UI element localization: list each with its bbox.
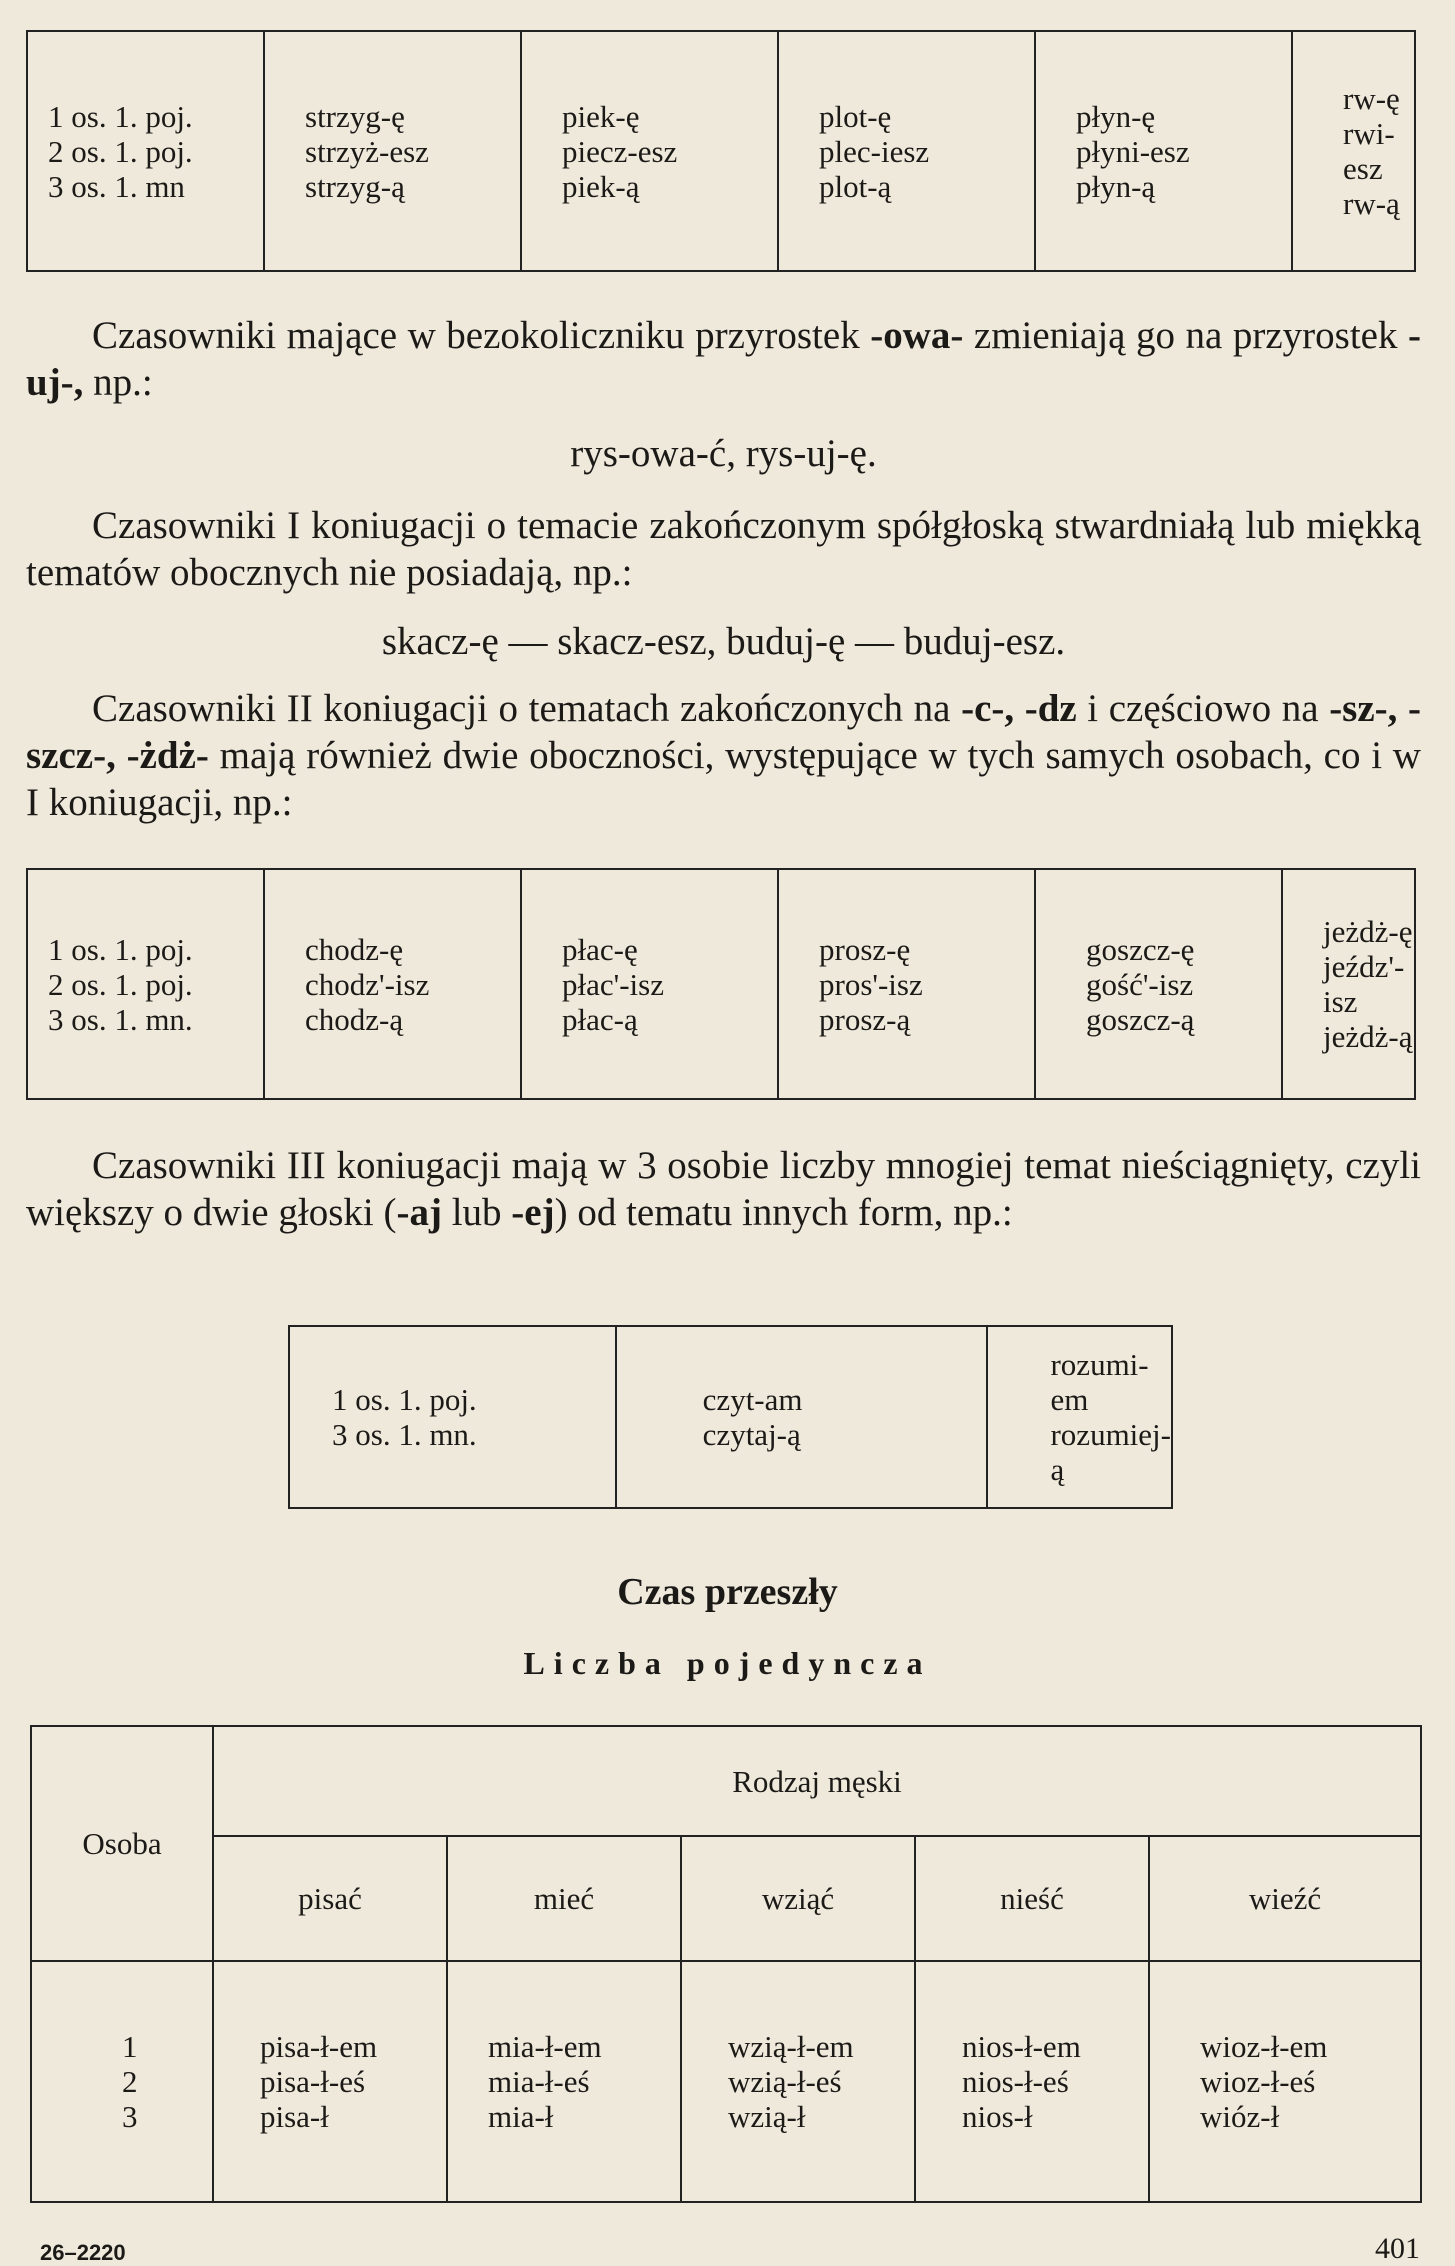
text-span: Czasowniki III koniugacji mają w 3 osobie liczby mnogiej temat nieściągnięty, czyli większy o dwie głoski ( [26, 1144, 1421, 1234]
verb-header: wieźć [1149, 1836, 1421, 1961]
person-label: 2 os. 1. poj. [48, 966, 193, 1002]
verb-form: plec-iesz [819, 133, 930, 169]
verb-column [1292, 31, 1415, 271]
verb-form: jeźdz'-isz [1323, 949, 1405, 1019]
verb-column [521, 31, 778, 271]
bold-suffix: -owa- [870, 314, 964, 357]
conjugation-table-3 [288, 1325, 1173, 1509]
verb-form: rwi-esz [1343, 116, 1395, 186]
verb-form: rw-ę [1343, 81, 1400, 116]
text-span: i częściowo na [1076, 687, 1330, 730]
person-label: 1 os. 1. poj. [48, 931, 193, 967]
verb-column [447, 1961, 681, 2202]
past-tense-table [30, 1725, 1422, 2203]
verb-form: piecz-esz [562, 133, 678, 169]
bold-suffix: -uj-, [26, 314, 1421, 404]
verb-form: płac-ą [562, 1001, 638, 1037]
verb-form: plot-ę [819, 98, 892, 134]
example-line: skacz-ę — skacz-esz, buduj-ę — buduj-esz. [381, 620, 1066, 663]
verb-form: chodz-ą [305, 1001, 404, 1037]
group-header: Rodzaj męski [213, 1726, 1421, 1836]
persons-cell [289, 1326, 616, 1508]
example-line: rys-owa-ć, rys-uj-ę. [570, 432, 877, 475]
text-span: Czasowniki I koniugacji o temacie zakończonym spółgłoską stwardniałą lub miękką tematów obocznych nie posiadają, np.: [26, 504, 1421, 594]
verb-form: płyni-esz [1076, 133, 1190, 169]
persons-cell [27, 869, 264, 1099]
text-span: lub [441, 1191, 512, 1234]
paragraph-conj-2 [26, 685, 1421, 826]
paragraph-conj-3 [26, 1142, 1421, 1236]
paragraph-owa [26, 312, 1421, 406]
verb-form: strzyg-ą [305, 168, 405, 204]
verb-form: czytaj-ą [702, 1417, 801, 1452]
verb-form: wzią-ł-eś [728, 2064, 842, 2099]
printer-signature: 26–2220 [40, 2240, 126, 2265]
verb-form: nios-ł-em [962, 2029, 1081, 2064]
text-span: Czasowniki mające w bezokoliczniku przyrostek [92, 314, 871, 357]
verb-form: rw-ą [1343, 186, 1400, 221]
verb-form: jeżdż-ę [1323, 914, 1413, 949]
verb-header: pisać [213, 1836, 447, 1961]
verb-form: strzyg-ę [305, 98, 405, 134]
person-label: 1 os. 1. poj. [332, 1382, 477, 1417]
verb-column [521, 869, 778, 1099]
text-span: Czasowniki II koniugacji o tematach zakończonych na [92, 687, 962, 730]
verb-column [213, 1961, 447, 2202]
verb-form: płac'-isz [562, 966, 664, 1002]
verb-column [778, 869, 1035, 1099]
verb-column [616, 1326, 988, 1508]
verb-column [1282, 869, 1415, 1099]
verb-column [1035, 869, 1282, 1099]
verb-form: mia-ł-eś [488, 2064, 590, 2099]
person-label: 1 os. 1. poj. [48, 98, 193, 134]
verb-form: prosz-ą [819, 1001, 911, 1037]
person-label: 3 os. 1. mn. [48, 1001, 193, 1037]
verb-form: płac-ę [562, 931, 638, 967]
verb-form: chodz-ę [305, 931, 404, 967]
verb-form: goszcz-ą [1086, 1001, 1195, 1037]
verb-column [915, 1961, 1149, 2202]
verb-form: płyn-ę [1076, 98, 1156, 134]
verb-form: płyn-ą [1076, 168, 1156, 204]
bold-suffix: -aj [396, 1191, 442, 1234]
verb-form: piek-ą [562, 168, 640, 204]
person-label: 1 [122, 2029, 138, 2064]
text-span: mają również dwie oboczności, występujące w tych samych osobach, co i w I koniugacji, np.: [26, 734, 1421, 824]
verb-form: strzyż-esz [305, 133, 429, 169]
osoba-header: Osoba [31, 1726, 213, 1961]
verb-form: nios-ł-eś [962, 2064, 1069, 2099]
verb-header: mieć [447, 1836, 681, 1961]
verb-form: wióz-ł [1200, 2099, 1280, 2134]
person-label: 3 os. 1. mn. [332, 1417, 477, 1452]
verb-form: piek-ę [562, 98, 640, 134]
persons-cell [27, 31, 264, 271]
verb-header: nieść [915, 1836, 1149, 1961]
verb-form: pisa-ł-eś [260, 2064, 366, 2099]
conjugation-table-2 [26, 868, 1416, 1100]
verb-form: pros'-isz [819, 966, 923, 1002]
verb-form: goszcz-ę [1086, 931, 1195, 967]
text-span: ) od tematu innych form, np.: [554, 1191, 1013, 1234]
section-title: Czas przeszły [617, 1571, 838, 1613]
persons-cell [31, 1961, 213, 2202]
verb-form: pisa-ł-em [260, 2029, 378, 2064]
verb-form: wzią-ł [728, 2099, 806, 2134]
verb-column [987, 1326, 1172, 1508]
section-subtitle: Liczba pojedyncza [523, 1645, 932, 1681]
verb-form: pisa-ł [260, 2099, 329, 2134]
verb-column [1149, 1961, 1421, 2202]
person-label: 2 os. 1. poj. [48, 133, 193, 169]
verb-form: wzią-ł-em [728, 2029, 854, 2064]
verb-form: plot-ą [819, 168, 892, 204]
verb-form: mia-ł [488, 2099, 554, 2134]
verb-form: jeżdż-ą [1323, 1019, 1413, 1054]
text-span: np.: [83, 361, 153, 404]
verb-form: rozumi-em [1050, 1347, 1149, 1417]
verb-form: mia-ł-em [488, 2029, 602, 2064]
verb-column [778, 31, 1035, 271]
verb-form: wioz-ł-em [1200, 2029, 1328, 2064]
person-label: 3 os. 1. mn [48, 168, 185, 204]
bold-suffix: -c-, -dz [961, 687, 1077, 730]
verb-form: nios-ł [962, 2099, 1033, 2134]
verb-header: wziąć [681, 1836, 915, 1961]
verb-column [681, 1961, 915, 2202]
person-label: 2 [122, 2064, 138, 2099]
verb-form: wioz-ł-eś [1200, 2064, 1316, 2099]
verb-form: gość'-isz [1086, 966, 1194, 1002]
paragraph-conj-1 [26, 502, 1421, 596]
page-number: 401 [1375, 2232, 1420, 2265]
verb-form: rozumiej-ą [1050, 1417, 1171, 1487]
text-span: zmieniają go na przyrostek [963, 314, 1408, 357]
bold-suffix: -ej [511, 1191, 555, 1234]
verb-column [264, 31, 521, 271]
verb-column [1035, 31, 1292, 271]
verb-form: chodz'-isz [305, 966, 430, 1002]
verb-form: czyt-am [702, 1382, 803, 1417]
verb-column [264, 869, 521, 1099]
verb-form: prosz-ę [819, 931, 911, 967]
bold-suffix: -sz-, -szcz-, -żdż- [26, 687, 1421, 777]
person-label: 3 [122, 2099, 138, 2134]
conjugation-table-1 [26, 30, 1416, 272]
